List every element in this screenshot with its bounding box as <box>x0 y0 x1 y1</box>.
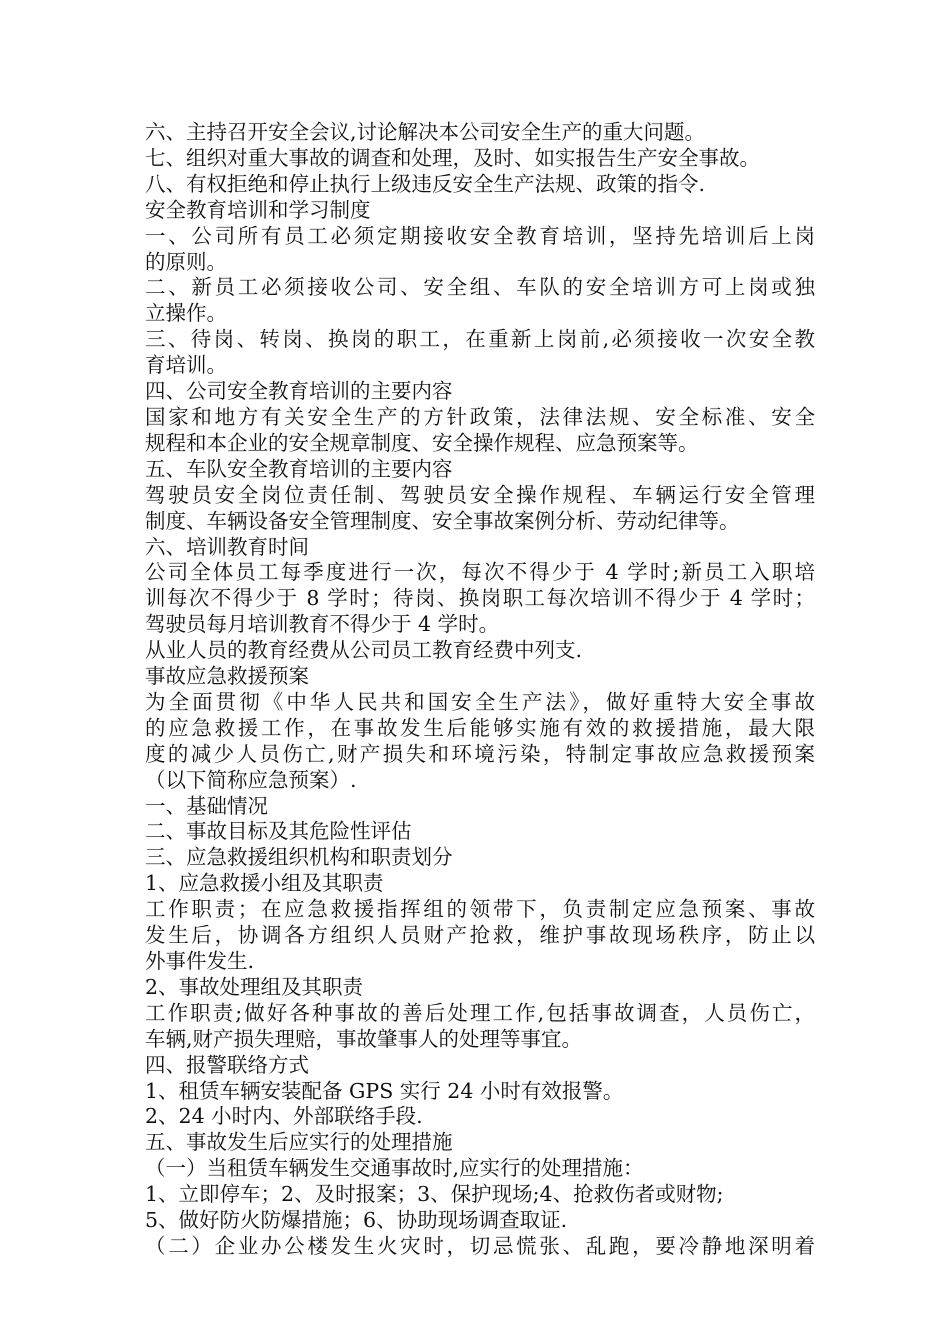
text-line: 训每次不得少于 8 学时；待岗、换岗职工每次培训不得少于 4 学时； <box>145 586 815 611</box>
text-line: 驾驶员每月培训教育不得少于 4 学时。 <box>145 612 500 637</box>
text-line: 六、主持召开安全会议,讨论解决本公司安全生产的重大问题。 <box>145 120 706 144</box>
text-line: 驾驶员安全岗位责任制、驾驶员安全操作规程、车辆运行安全管理 <box>145 482 815 507</box>
text-line: 为全面贯彻《中华人民共和国安全生产法》，做好重特大安全事故 <box>145 689 815 714</box>
text-line: 外事件发生. <box>145 949 255 973</box>
text-line: 二、新员工必须接收公司、安全组、车队的安全培训方可上岗或独 <box>145 275 815 300</box>
text-line: 一、公司所有员工必须定期接收安全教育培训，坚持先培训后上岗 <box>145 223 815 248</box>
text-line: （二）企业办公楼发生火灾时，切忌慌张、乱跑，要冷静地深明着 <box>145 1233 815 1258</box>
text-line: 制度、车辆设备安全管理制度、安全事故案例分析、劳动纪律等。 <box>145 508 740 533</box>
text-line: 三、待岗、转岗、换岗的职工，在重新上岗前,必须接收一次安全教 <box>145 327 815 352</box>
text-line: 1、立即停车；2、及时报案；3、保护现场;4、抢救伤者或财物; <box>145 1182 724 1207</box>
text-line: 工作职责；在应急救援指挥组的领带下，负责制定应急预案、事故 <box>145 897 815 922</box>
text-line: 四、报警联络方式 <box>145 1052 309 1077</box>
text-line: 1、租赁车辆安装配备 GPS 实行 24 小时有效报警。 <box>145 1078 624 1103</box>
document-body <box>145 120 815 1260</box>
text-line: 规程和本企业的安全规章制度、安全操作规程、应急预案等。 <box>145 430 699 455</box>
text-line: 国家和地方有关安全生产的方针政策，法律法规、安全标准、安全 <box>145 404 815 429</box>
text-line: （以下简称应急预案）. <box>145 767 357 792</box>
section-heading: 事故应急救援预案 <box>145 664 309 689</box>
text-line: 育培训。 <box>145 353 227 378</box>
text-line: （一）当租赁车辆发生交通事故时,应实行的处理措施： <box>145 1156 644 1181</box>
text-line: 二、事故目标及其危险性评估 <box>145 819 412 844</box>
text-line: 五、事故发生后应实行的处理措施 <box>145 1130 453 1155</box>
text-line: 八、有权拒绝和停止执行上级违反安全生产法规、政策的指令. <box>145 171 706 196</box>
text-line: 三、应急救援组织机构和职责划分 <box>145 845 453 870</box>
text-line: 一、基础情况 <box>145 793 268 818</box>
text-line: 七、组织对重大事故的调查和处理，及时、如实报告生产安全事故。 <box>145 145 760 170</box>
text-line: 5、做好防火防爆措施；6、协助现场调查取证. <box>145 1208 568 1233</box>
text-line: 工作职责;做好各种事故的善后处理工作,包括事故调查，人员伤亡， <box>145 1000 815 1025</box>
text-line: 四、公司安全教育培训的主要内容 <box>145 379 453 404</box>
section-heading: 安全教育培训和学习制度 <box>145 197 371 222</box>
text-line: 五、车队安全教育培训的主要内容 <box>145 456 453 481</box>
text-line: 的原则。 <box>145 249 227 274</box>
text-line: 公司全体员工每季度进行一次，每次不得少于 4 学时;新员工入职培 <box>145 560 815 585</box>
text-line: 2、24 小时内、外部联络手段. <box>145 1104 423 1129</box>
text-line: 发生后，协调各方组织人员财产抢救，维护事故现场秩序，防止以 <box>145 923 815 948</box>
text-line: 从业人员的教育经费从公司员工教育经费中列支. <box>145 638 583 663</box>
text-line: 1、应急救援小组及其职责 <box>145 871 384 896</box>
text-line: 的应急救援工作，在事故发生后能够实施有效的救援措施，最大限 <box>145 715 815 740</box>
text-line: 立操作。 <box>145 301 227 326</box>
text-line: 2、事故处理组及其职责 <box>145 974 364 999</box>
text-line: 六、培训教育时间 <box>145 534 309 559</box>
text-line: 车辆,财产损失理赔，事故肇事人的处理等事宜。 <box>145 1026 583 1051</box>
text-line: 度的减少人员伤亡,财产损失和环境污染，特制定事故应急救援预案 <box>145 741 815 766</box>
